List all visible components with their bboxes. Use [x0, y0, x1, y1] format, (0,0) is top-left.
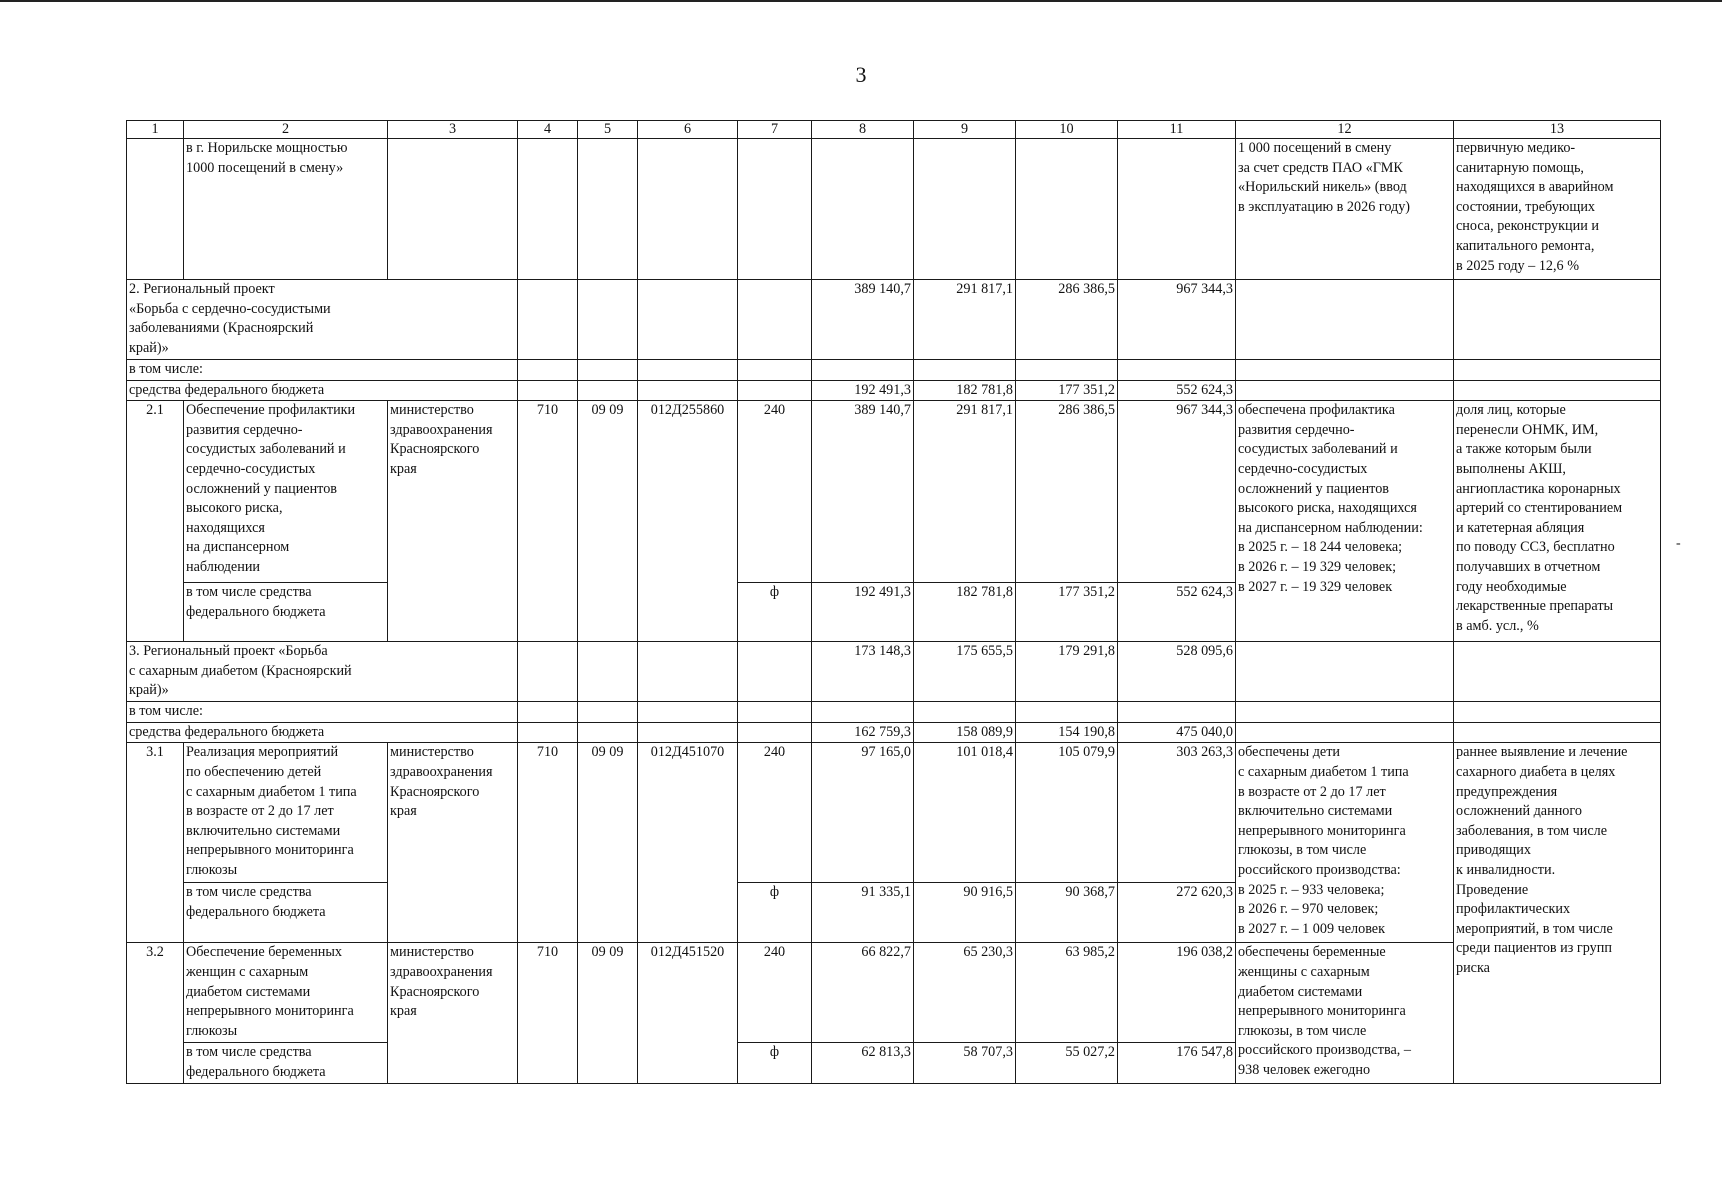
row-number: 2.1 [127, 401, 184, 642]
row-number: 3.2 [127, 943, 184, 1083]
amount-cell: 158 089,9 [914, 722, 1016, 743]
table-row [127, 401, 1661, 583]
header-cell: 13 [1454, 121, 1661, 139]
amount-cell: 303 263,3 [1118, 743, 1236, 883]
amount-cell: 389 140,7 [812, 401, 914, 583]
code-cell: 012Д451520 [638, 943, 738, 1083]
amount-cell: 154 190,8 [1016, 722, 1118, 743]
amount-cell: 967 344,3 [1118, 401, 1236, 583]
amount-cell: 286 386,5 [1016, 280, 1118, 360]
code-cell: 710 [518, 743, 578, 943]
code-cell: 09 09 [578, 401, 638, 642]
amount-cell: 291 817,1 [914, 280, 1016, 360]
amount-cell: 62 813,3 [812, 1043, 914, 1083]
table-row [127, 642, 1661, 702]
row-number: 3.1 [127, 743, 184, 943]
header-cell: 10 [1016, 121, 1118, 139]
amount-cell: 58 707,3 [914, 1043, 1016, 1083]
amount-cell: 182 781,8 [914, 380, 1016, 401]
amount-cell: 182 781,8 [914, 583, 1016, 642]
including-label: в том числе: [127, 702, 518, 723]
table-row [127, 380, 1661, 401]
amount-cell: 176 547,8 [1118, 1043, 1236, 1083]
header-cell: 11 [1118, 121, 1236, 139]
stray-mark: - [1676, 536, 1681, 551]
indicator: раннее выявление и лечение сахарного диабета в целях предупреждения осложнений данного заболевания, в том числе приводящих к инвалидности. Проведение профилактических мероприятий, в том числе среди пациентов из групп риска [1454, 743, 1661, 1083]
indicator: доля лиц, которые перенесли ОНМК, ИМ, а также которым были выполнены АКШ, ангиопластика коронарных артерий со стентированием и катетерная абляция по поводу ССЗ, бесплатно получавших в отчетном году необходимые лекарственные препараты в амб. усл., % [1454, 401, 1661, 642]
header-cell: 4 [518, 121, 578, 139]
code-cell: 012Д255860 [638, 401, 738, 642]
amount-cell: 175 655,5 [914, 642, 1016, 702]
amount-cell: 179 291,8 [1016, 642, 1118, 702]
amount-cell: 389 140,7 [812, 280, 914, 360]
amount-cell: 192 491,3 [812, 380, 914, 401]
amount-cell: 105 079,9 [1016, 743, 1118, 883]
amount-cell: 177 351,2 [1016, 380, 1118, 401]
amount-cell: 291 817,1 [914, 401, 1016, 583]
table-row [127, 702, 1661, 723]
amount-cell: 65 230,3 [914, 943, 1016, 1043]
table-row [127, 360, 1661, 381]
sub-row-name: в том числе средства федерального бюджета [184, 583, 388, 642]
amount-cell: 162 759,3 [812, 722, 914, 743]
table-row [127, 943, 1661, 1043]
event-name: Обеспечение беременных женщин с сахарным диабетом системами непрерывного мониторинга глюкозы [184, 943, 388, 1043]
header-row [127, 121, 1661, 139]
executor: министерство здравоохранения Красноярского края [388, 743, 518, 943]
code-cell: ф [738, 583, 812, 642]
code-cell: 09 09 [578, 943, 638, 1083]
executor: министерство здравоохранения Красноярского края [388, 943, 518, 1083]
indicator: первичную медико- санитарную помощь, находящихся в аварийном состоянии, требующих сноса, реконструкции и капитального ремонта, в 2025 году – 12,6 % [1454, 139, 1661, 280]
code-cell: 710 [518, 943, 578, 1083]
amount-cell: 286 386,5 [1016, 401, 1118, 583]
event-name: Обеспечение профилактики развития сердечно- сосудистых заболеваний и сердечно-сосудистых осложнений у пациентов высокого риска, находящихся на диспансерном наблюдении [184, 401, 388, 583]
amount-cell: 90 368,7 [1016, 883, 1118, 943]
amount-cell: 528 095,6 [1118, 642, 1236, 702]
including-label: в том числе: [127, 360, 518, 381]
table-row [127, 139, 1661, 280]
header-cell: 7 [738, 121, 812, 139]
federal-budget-label: средства федерального бюджета [127, 722, 518, 743]
amount-cell: 97 165,0 [812, 743, 914, 883]
sub-row-name: в том числе средства федерального бюджета [184, 1043, 388, 1083]
header-cell: 9 [914, 121, 1016, 139]
header-cell: 2 [184, 121, 388, 139]
expected-result: 1 000 посещений в смену за счет средств ПАО «ГМК «Норильский никель» (ввод в эксплуатацию в 2026 году) [1236, 139, 1454, 280]
code-cell: 240 [738, 743, 812, 883]
expected-result: обеспечены дети с сахарным диабетом 1 типа в возрасте от 2 до 17 лет включительно системами непрерывного мониторинга глюкозы, в том числе российского производства: в 2025 г. – 933 человека; в 2026 г. – 970 человек; в 2027 г. – 1 009 человек [1236, 743, 1454, 943]
header-cell: 3 [388, 121, 518, 139]
amount-cell: 272 620,3 [1118, 883, 1236, 943]
expected-result: обеспечена профилактика развития сердечно- сосудистых заболеваний и сердечно-сосудистых осложнений у пациентов высокого риска, находящихся на диспансерном наблюдении: в 2025 г. – 18 244 человека; в 2026 г. – 19 329 человек; в 2027 г. – 19 329 человек [1236, 401, 1454, 642]
code-cell: ф [738, 1043, 812, 1083]
page-number: 3 [855, 62, 867, 87]
expected-result: обеспечены беременные женщины с сахарным диабетом системами непрерывного мониторинга глюкозы, в том числе российского производства, – 938 человек ежегодно [1236, 943, 1454, 1083]
amount-cell: 177 351,2 [1016, 583, 1118, 642]
code-cell: 09 09 [578, 743, 638, 943]
amount-cell: 63 985,2 [1016, 943, 1118, 1043]
amount-cell: 66 822,7 [812, 943, 914, 1043]
header-cell: 5 [578, 121, 638, 139]
table-row [127, 722, 1661, 743]
sub-row-name: в том числе средства федерального бюджета [184, 883, 388, 943]
header-cell: 6 [638, 121, 738, 139]
project-title: 2. Региональный проект «Борьба с сердечно-сосудистыми заболеваниями (Красноярский край)» [127, 280, 518, 360]
top-border-line [0, 0, 1722, 2]
code-cell: 012Д451070 [638, 743, 738, 943]
budget-table [126, 120, 1661, 1084]
amount-cell: 552 624,3 [1118, 583, 1236, 642]
amount-cell: 173 148,3 [812, 642, 914, 702]
event-name: в г. Норильске мощностью 1000 посещений в смену» [184, 139, 388, 280]
amount-cell: 967 344,3 [1118, 280, 1236, 360]
federal-budget-label: средства федерального бюджета [127, 380, 518, 401]
amount-cell: 192 491,3 [812, 583, 914, 642]
table-row [127, 743, 1661, 883]
header-cell: 1 [127, 121, 184, 139]
amount-cell: 90 916,5 [914, 883, 1016, 943]
project-title: 3. Региональный проект «Борьба с сахарным диабетом (Красноярский край)» [127, 642, 518, 702]
amount-cell: 196 038,2 [1118, 943, 1236, 1043]
executor: министерство здравоохранения Красноярского края [388, 401, 518, 642]
code-cell: 710 [518, 401, 578, 642]
amount-cell: 101 018,4 [914, 743, 1016, 883]
header-cell: 8 [812, 121, 914, 139]
event-name: Реализация мероприятий по обеспечению детей с сахарным диабетом 1 типа в возрасте от 2 до 17 лет включительно системами непрерывного мониторинга глюкозы [184, 743, 388, 883]
code-cell: 240 [738, 943, 812, 1043]
table-row [127, 280, 1661, 360]
code-cell: ф [738, 883, 812, 943]
amount-cell: 475 040,0 [1118, 722, 1236, 743]
code-cell: 240 [738, 401, 812, 583]
header-cell: 12 [1236, 121, 1454, 139]
amount-cell: 552 624,3 [1118, 380, 1236, 401]
amount-cell: 91 335,1 [812, 883, 914, 943]
amount-cell: 55 027,2 [1016, 1043, 1118, 1083]
